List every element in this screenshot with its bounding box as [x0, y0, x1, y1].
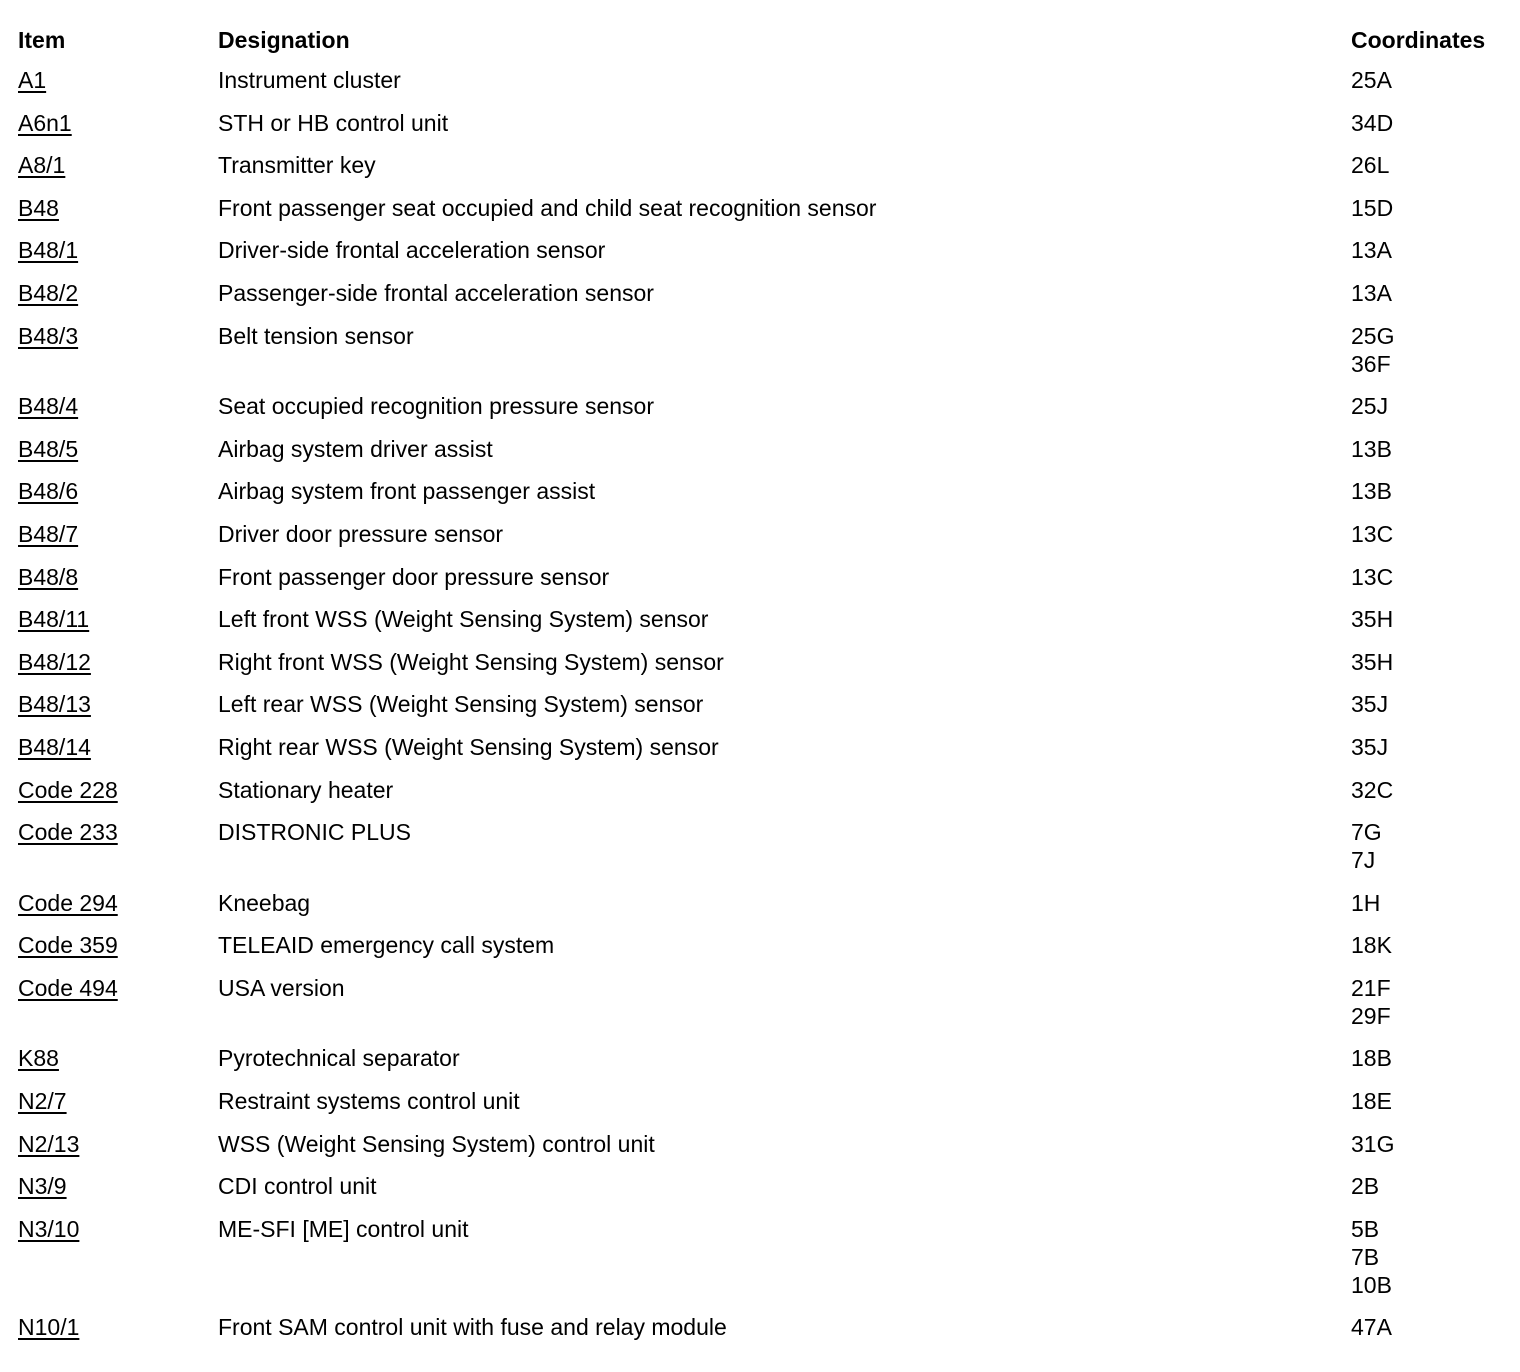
item-cell [18, 818, 218, 889]
designation-cell: Left front WSS (Weight Sensing System) sensor [218, 606, 709, 633]
coordinate-value: 25J [1351, 393, 1389, 420]
coordinate-value: 1H [1351, 889, 1381, 916]
header-designation: Designation [218, 27, 350, 53]
table-row [18, 733, 1511, 776]
designation-cell: DISTRONIC PLUS [218, 819, 411, 846]
item-link[interactable]: B48/7 [18, 520, 79, 547]
coordinate-value: 2B [1351, 1173, 1380, 1200]
table-row [18, 889, 1511, 932]
coordinate-value: 7B [1351, 1243, 1380, 1270]
item-cell [18, 1313, 218, 1356]
designation-cell: Driver-side frontal acceleration sensor [218, 237, 606, 264]
designation-cell: Seat occupied recognition pressure sensor [218, 393, 654, 420]
item-cell [18, 279, 218, 322]
coordinates-cell [1351, 1087, 1511, 1130]
item-cell [18, 931, 218, 974]
item-link[interactable]: B48/4 [18, 393, 79, 420]
item-cell [18, 605, 218, 648]
coordinates-cell [1351, 1313, 1511, 1356]
designation-cell: WSS (Weight Sensing System) control unit [218, 1130, 655, 1157]
item-cell [18, 109, 218, 152]
item-link[interactable]: B48/2 [18, 279, 79, 306]
designation-cell: CDI control unit [218, 1173, 377, 1200]
item-link[interactable]: A6n1 [18, 109, 72, 136]
coordinates-cell [1351, 648, 1511, 691]
coordinates-cell [1351, 1044, 1511, 1087]
coordinates-cell [1351, 392, 1511, 435]
coordinate-value: 36F [1351, 350, 1391, 377]
item-cell [18, 690, 218, 733]
table-row [18, 605, 1511, 648]
legend-body [18, 66, 1511, 1356]
item-cell [18, 563, 218, 606]
table-row [18, 974, 1511, 1045]
coordinates-cell [1351, 322, 1511, 393]
item-cell [18, 392, 218, 435]
table-row [18, 1313, 1511, 1356]
item-link[interactable]: B48/5 [18, 435, 79, 462]
item-link[interactable]: N3/10 [18, 1215, 80, 1242]
coordinate-value: 18B [1351, 1045, 1392, 1072]
designation-cell: Transmitter key [218, 152, 376, 179]
designation-cell: Stationary heater [218, 776, 394, 803]
designation-cell: Kneebag [218, 889, 311, 916]
item-link[interactable]: B48 [18, 194, 59, 221]
item-link[interactable]: N10/1 [18, 1314, 80, 1341]
item-cell [18, 435, 218, 478]
coordinates-cell [1351, 1172, 1511, 1215]
coordinate-value: 34D [1351, 109, 1394, 136]
table-row [18, 1044, 1511, 1087]
coordinate-value: 13C [1351, 520, 1394, 547]
item-link[interactable]: B48/1 [18, 237, 79, 264]
coordinates-cell [1351, 1130, 1511, 1173]
item-link[interactable]: A8/1 [18, 152, 66, 179]
coordinate-value: 35H [1351, 606, 1394, 633]
item-link[interactable]: N2/13 [18, 1130, 80, 1157]
coordinate-value: 29F [1351, 1002, 1391, 1029]
item-cell [18, 477, 218, 520]
table-row [18, 236, 1511, 279]
coordinates-cell [1351, 194, 1511, 237]
designation-cell: Airbag system front passenger assist [218, 478, 596, 505]
item-cell [18, 733, 218, 776]
coordinate-value: 5B [1351, 1215, 1380, 1242]
coordinate-value: 25A [1351, 67, 1392, 93]
item-link[interactable]: Code 494 [18, 974, 118, 1001]
table-row [18, 477, 1511, 520]
table-row [18, 279, 1511, 322]
coordinate-value: 35H [1351, 648, 1394, 675]
table-row [18, 109, 1511, 152]
item-link[interactable]: B48/12 [18, 648, 91, 675]
coordinates-cell [1351, 690, 1511, 733]
coordinate-value: 47A [1351, 1314, 1392, 1341]
designation-cell: Driver door pressure sensor [218, 520, 504, 547]
coordinates-cell [1351, 605, 1511, 648]
table-row [18, 563, 1511, 606]
table-row [18, 690, 1511, 733]
coordinate-value: 26L [1351, 152, 1390, 179]
coordinates-cell [1351, 66, 1511, 109]
item-cell [18, 236, 218, 279]
table-row [18, 648, 1511, 691]
coordinates-cell [1351, 974, 1511, 1045]
item-cell [18, 974, 218, 1045]
coordinate-value: 18E [1351, 1088, 1392, 1115]
designation-cell: Pyrotechnical separator [218, 1045, 460, 1072]
table-row [18, 194, 1511, 237]
coordinates-cell [1351, 733, 1511, 776]
item-link[interactable]: B48/8 [18, 563, 79, 590]
item-link[interactable]: Code 359 [18, 932, 118, 959]
table-row [18, 322, 1511, 393]
coordinates-cell [1351, 889, 1511, 932]
designation-cell: Front SAM control unit with fuse and relay module [218, 1314, 727, 1341]
item-cell [18, 1044, 218, 1087]
component-legend-table [18, 24, 1511, 1356]
table-row [18, 776, 1511, 819]
table-row [18, 1087, 1511, 1130]
designation-cell: Front passenger seat occupied and child seat recognition sensor [218, 194, 877, 221]
coordinate-value: 13B [1351, 478, 1392, 505]
item-cell [18, 1130, 218, 1173]
item-cell [18, 776, 218, 819]
designation-cell: Left rear WSS (Weight Sensing System) sensor [218, 691, 704, 718]
item-cell [18, 648, 218, 691]
coordinates-cell [1351, 279, 1511, 322]
coordinates-cell [1351, 236, 1511, 279]
table-row [18, 1215, 1511, 1314]
coordinates-cell [1351, 109, 1511, 152]
item-link[interactable]: B48/13 [18, 691, 91, 718]
table-row [18, 1172, 1511, 1215]
table-row [18, 520, 1511, 563]
coordinates-cell [1351, 1215, 1511, 1314]
table-row [18, 435, 1511, 478]
item-link[interactable]: Code 294 [18, 889, 118, 916]
coordinates-cell [1351, 931, 1511, 974]
table-row [18, 1130, 1511, 1173]
header-coordinates: Coordinates [1351, 27, 1486, 53]
item-cell [18, 520, 218, 563]
table-row [18, 66, 1511, 109]
coordinate-value: 35J [1351, 733, 1389, 760]
coordinate-value: 13B [1351, 435, 1392, 462]
designation-cell: STH or HB control unit [218, 109, 449, 136]
designation-cell: Instrument cluster [218, 67, 401, 93]
coordinate-value: 10B [1351, 1271, 1392, 1298]
table-row [18, 151, 1511, 194]
designation-cell: Front passenger door pressure sensor [218, 563, 610, 590]
item-link[interactable]: K88 [18, 1045, 59, 1072]
item-link[interactable]: A1 [18, 67, 47, 93]
item-cell [18, 194, 218, 237]
item-link[interactable]: B48/11 [18, 606, 90, 633]
designation-cell: Restraint systems control unit [218, 1088, 520, 1115]
coordinates-cell [1351, 818, 1511, 889]
coordinate-value: 13A [1351, 279, 1392, 306]
coordinates-cell [1351, 435, 1511, 478]
coordinates-cell [1351, 151, 1511, 194]
item-link[interactable]: B48/3 [18, 322, 79, 349]
coordinates-cell [1351, 520, 1511, 563]
item-link[interactable]: Code 233 [18, 819, 118, 846]
designation-cell: Right front WSS (Weight Sensing System) sensor [218, 648, 724, 675]
item-link[interactable]: B48/14 [18, 733, 91, 760]
item-cell [18, 1087, 218, 1130]
coordinate-value: 13C [1351, 563, 1394, 590]
item-link[interactable]: N3/9 [18, 1173, 67, 1200]
table-row [18, 392, 1511, 435]
coordinates-cell [1351, 563, 1511, 606]
designation-cell: TELEAID emergency call system [218, 932, 555, 959]
coordinate-value: 32C [1351, 776, 1394, 803]
designation-cell: ME-SFI [ME] control unit [218, 1215, 469, 1242]
table-row [18, 818, 1511, 889]
item-link[interactable]: N2/7 [18, 1088, 67, 1115]
coordinate-value: 25G [1351, 322, 1395, 349]
item-link[interactable]: Code 228 [18, 776, 118, 803]
coordinate-value: 21F [1351, 974, 1391, 1001]
designation-cell: Airbag system driver assist [218, 435, 493, 462]
coordinates-cell [1351, 477, 1511, 520]
coordinates-cell [1351, 776, 1511, 819]
coordinate-value: 13A [1351, 237, 1392, 264]
coordinate-value: 7J [1351, 847, 1376, 874]
table-row [18, 931, 1511, 974]
designation-cell: Belt tension sensor [218, 322, 414, 349]
coordinate-value: 15D [1351, 194, 1394, 221]
coordinate-value: 18K [1351, 932, 1392, 959]
header-item: Item [18, 27, 66, 53]
item-cell [18, 322, 218, 393]
item-link[interactable]: B48/6 [18, 478, 79, 505]
item-cell [18, 1215, 218, 1314]
item-cell [18, 151, 218, 194]
designation-cell: Passenger-side frontal acceleration sensor [218, 279, 654, 306]
header-row [18, 24, 1511, 66]
coordinate-value: 31G [1351, 1130, 1395, 1157]
coordinate-value: 35J [1351, 691, 1389, 718]
designation-cell: Right rear WSS (Weight Sensing System) sensor [218, 733, 719, 760]
item-cell [18, 889, 218, 932]
coordinate-value: 7G [1351, 819, 1382, 846]
designation-cell: USA version [218, 974, 345, 1001]
item-cell [18, 1172, 218, 1215]
item-cell [18, 66, 218, 109]
